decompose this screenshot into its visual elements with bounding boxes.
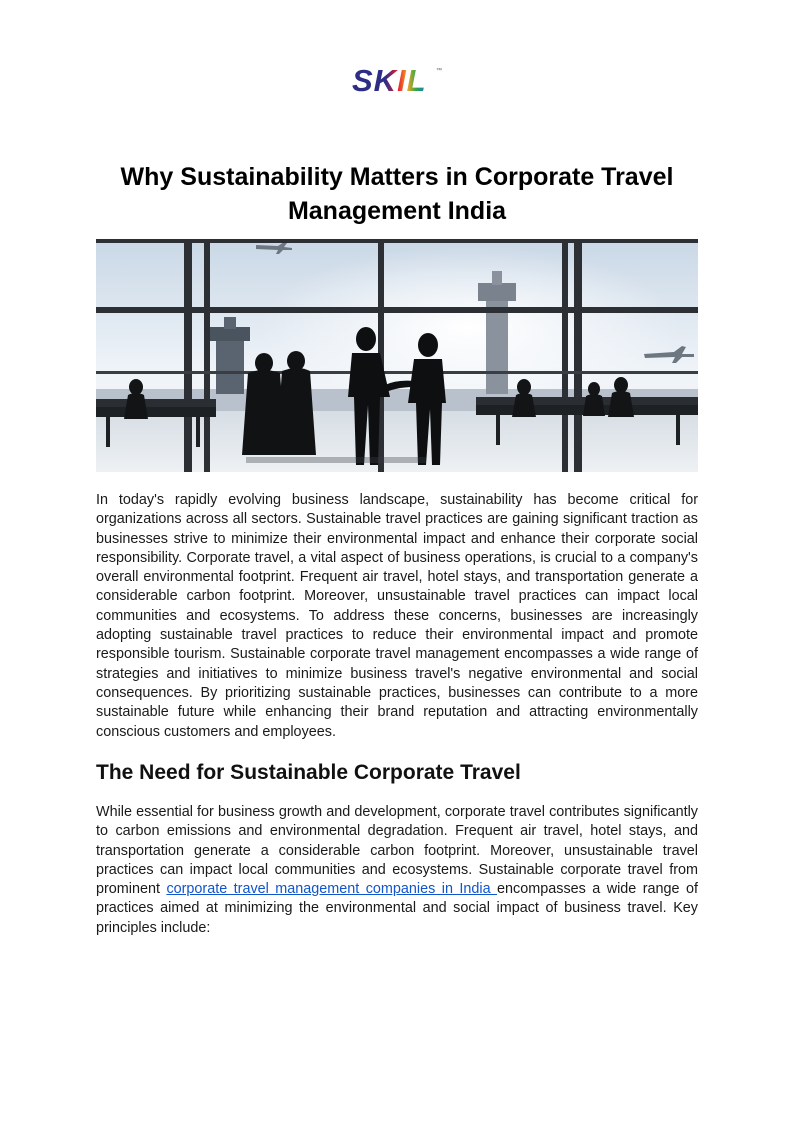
section-heading: The Need for Sustainable Corporate Travel: [96, 761, 521, 784]
page-title: Why Sustainability Matters in Corporate Travel Management India: [120, 163, 674, 225]
airport-terminal-photo: [96, 239, 698, 472]
section-paragraph-text-after: encompasses a wide range of practices aimed at minimizing the environmental and social impact of business travel. Key principles include:: [96, 881, 698, 936]
section-paragraph: [96, 803, 698, 938]
skil-logo: [350, 62, 446, 96]
logo-trademark: ™: [436, 68, 442, 74]
logo-text: SKIL: [352, 63, 427, 96]
section-paragraph-text-before: While essential for business growth and development, corporate travel contributes significantly to carbon emissions and environmental degradation. Frequent air travel, hotel stays, and transportation generate a considerable carbon footprint. Moreover, unsustainable travel practices can impact local communities and ecosystems. Sustainable corporate travel from prominent: [96, 804, 698, 898]
corporate-travel-link[interactable]: corporate travel management companies in India: [166, 881, 498, 898]
intro-paragraph: In today's rapidly evolving business landscape, sustainability has become critical for organizations across all sectors. Sustainable travel practices are gaining significant traction as businesses strive to minimize their environmental impact and enhance their corporate social responsibility. Corporate travel, a vital aspect of business operations, is crucial to a company's overall environmental footprint. Frequent air travel, hotel stays, and transportation generate a considerable carbon footprint. Moreover, unsustainable travel practices can impact local communities and ecosystems. To address these concerns, businesses are increasingly adopting sustainable travel practices to reduce their environmental impact and promote responsible tourism. Sustainable corporate travel management encompasses a wide range of strategies and initiatives to minimize business travel's negative environmental and social consequences. By prioritizing sustainable practices, businesses can contribute to a more sustainable future while enhancing their brand reputation and attracting environmentally conscious customers and employees.: [96, 492, 698, 740]
